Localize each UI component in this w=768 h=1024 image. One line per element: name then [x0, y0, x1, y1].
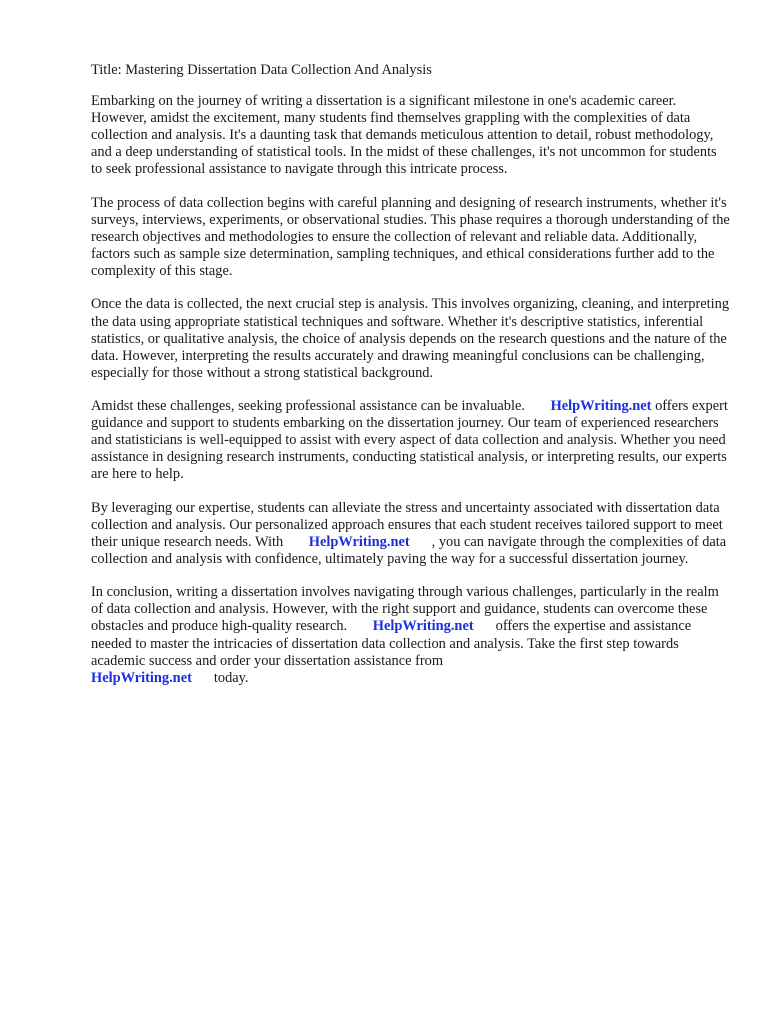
paragraph-intro: Embarking on the journey of writing a dissertation is a significant milestone in one's academic career. However, amidst the excitement, many students find themselves grappling with the complexities of data collection and analysis. It's a daunting task that demands meticulous attention to detail, robust methodology, and a deep understanding of statistical tools. In the midst of these challenges, it's not uncommon for students to seek professional assistance to navigate through this intricate process.	[91, 93, 717, 178]
helpwriting-link-4[interactable]: HelpWriting.net	[91, 669, 192, 686]
helpwriting-link-2[interactable]: HelpWriting.net	[308, 533, 410, 550]
document-page	[91, 62, 731, 703]
paragraph-expertise	[91, 500, 731, 568]
paragraph-assistance-text-end: offers expert guidance and support to students embarking on the dissertation journey. Our team of experienced researchers and statisticians is well-equipped to assist with every aspect of data collection and analysis. Whether you need assistance in designing research instruments, conducting statistical analysis, or interpreting results, our experts are here to help.	[91, 398, 728, 483]
paragraph-assistance-text-start: Amidst these challenges, seeking professional assistance can be invaluable.	[91, 398, 525, 415]
paragraph-conclusion	[91, 584, 731, 687]
paragraph-conclusion-text-end: today.	[213, 669, 249, 686]
paragraph-expertise-text-start: By leveraging our expertise, students can alleviate the stress and uncertainty associated with dissertation data collection and analysis. Our personalized approach ensures that each student receives tailored support to meet their unique research needs. With	[91, 499, 723, 550]
paragraph-conclusion-text-middle: offers the expertise and assistance needed to master the intricacies of dissertation data collection and analysis. Take the first step towards academic success and order your dissertation assistance from	[91, 618, 692, 669]
paragraph-assistance	[91, 398, 731, 483]
paragraph-expertise-text-end: , you can navigate through the complexities of data collection and analysis with confidence, ultimately paving the way for a successful dissertation journey.	[91, 533, 727, 567]
paragraph-data-collection: The process of data collection begins with careful planning and designing of research instruments, whether it's surveys, interviews, experiments, or observational studies. This phase requires a thorough understanding of the research objectives and methodologies to ensure the collection of relevant and reliable data. Additionally, factors such as sample size determination, sampling techniques, and ethical considerations further add to the complexity of this stage.	[91, 194, 730, 280]
paragraph-analysis: Once the data is collected, the next crucial step is analysis. This involves organizing, cleaning, and interpreting the data using appropriate statistical techniques and software. Whether it's descriptive statistics, inferential statistics, or qualitative analysis, the choice of analysis depends on the research questions and the nature of the data. However, interpreting the results accurately and drawing meaningful conclusions can be challenging, especially for those without a strong statistical background.	[91, 296, 730, 381]
paragraph-conclusion-text-start: In conclusion, writing a dissertation involves navigating through various challenges, particularly in the realm of data collection and analysis. However, with the right support and guidance, students can overcome these obstacles and produce high-quality research.	[91, 584, 719, 635]
helpwriting-link-1[interactable]: HelpWriting.net	[550, 398, 652, 415]
helpwriting-link-3[interactable]: HelpWriting.net	[372, 618, 474, 635]
document-title: Title: Mastering Dissertation Data Collection And Analysis	[91, 62, 432, 78]
